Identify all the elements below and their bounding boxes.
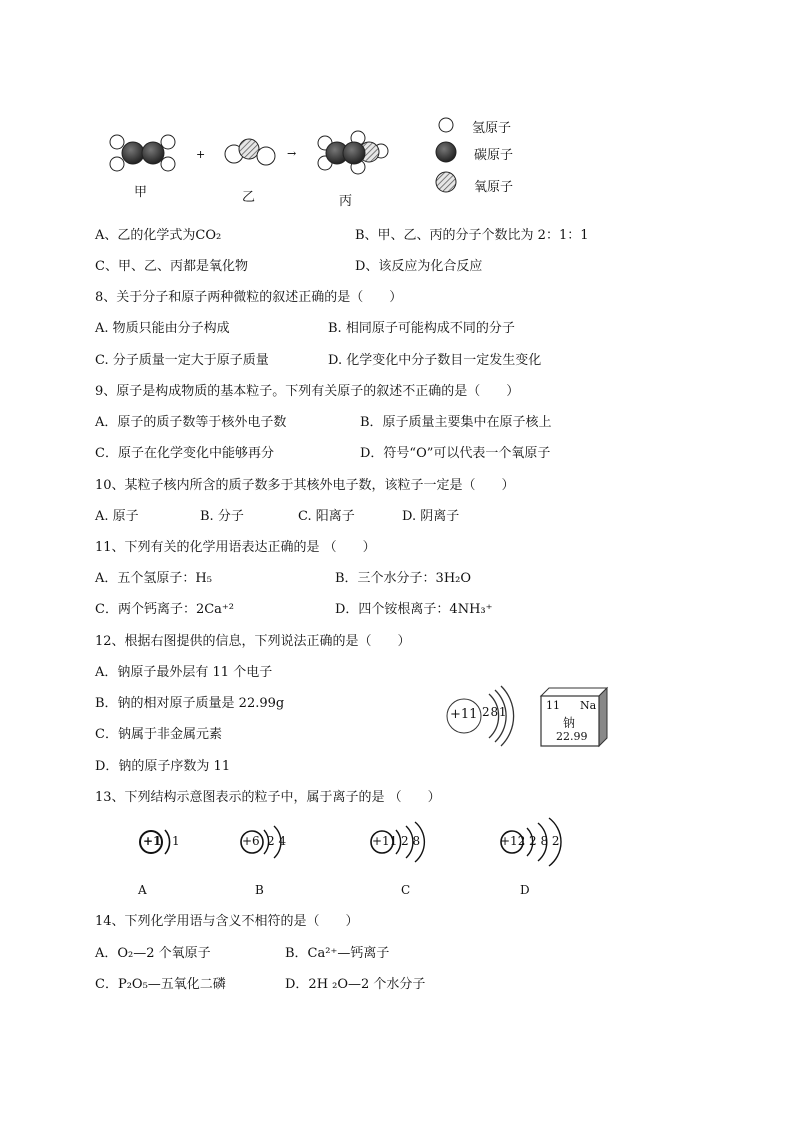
structure-d-label: D	[520, 883, 530, 897]
label-jia: 甲	[134, 185, 148, 200]
q10-option-a: A. 原子	[95, 509, 139, 524]
q11-option-a: A．五个氢原子：H₅	[95, 571, 212, 586]
q14-option-d: D．2H ₂O—2 个水分子	[285, 977, 426, 992]
q12-option-b: B．钠的相对原子质量是 22.99g	[95, 696, 285, 711]
sodium-mass: 22.99	[556, 730, 588, 743]
structure-b-nucleus: +6	[242, 834, 260, 848]
q9-stem: 9、原子是构成物质的基本粒子。下列有关原子的叙述不正确的是（ ）	[95, 384, 520, 399]
q9-option-d: D．符号“O”可以代表一个氧原子	[360, 446, 551, 461]
q14-option-c: C．P₂O₅—五氧化二磷	[95, 977, 226, 992]
legend-oxygen-label: 氧原子	[474, 180, 514, 195]
structure-b-label: B	[255, 883, 264, 897]
structure-c-label: C	[401, 883, 411, 897]
structure-c-shells: 2 8	[401, 834, 421, 848]
structure-d-shells: 2 8 2	[529, 834, 560, 848]
q11-stem: 11、下列有关的化学用语表达正确的是 （ ）	[95, 540, 376, 555]
legend-hydrogen-label: 氢原子	[472, 121, 512, 136]
structure-c-nucleus: +11	[372, 834, 398, 848]
arrow-sign: →	[287, 147, 297, 160]
q14-option-b: B．Ca²⁺—钙离子	[285, 946, 390, 961]
q12-option-a: A．钠原子最外层有 11 个电子	[95, 665, 273, 680]
structure-d-nucleus: +12	[500, 834, 526, 848]
q8-option-c: C. 分子质量一定大于原子质量	[95, 353, 269, 368]
q7-option-b: B、甲、乙、丙的分子个数比为 2：1：1	[355, 228, 589, 243]
sodium-shells: 2 8 1	[482, 705, 507, 719]
sodium-symbol: Na	[580, 699, 597, 712]
q9-option-c: C．原子在化学变化中能够再分	[95, 446, 274, 461]
q11-option-d: D．四个铵根离子：4NH₃⁺	[335, 602, 493, 617]
q9-option-b: B．原子质量主要集中在原子核上	[360, 415, 552, 430]
legend-carbon-label: 碳原子	[474, 148, 514, 163]
label-yi: 乙	[242, 190, 256, 205]
molecule-yi	[225, 139, 275, 165]
reaction-figure	[0, 0, 794, 220]
q11-option-c: C．两个钙离子：2Ca⁺²	[95, 602, 234, 617]
structure-a-nucleus: +1	[143, 834, 162, 848]
q8-stem: 8、关于分子和原子两种微粒的叙述正确的是（ ）	[95, 290, 403, 305]
q10-option-d: D. 阴离子	[402, 509, 460, 524]
hydrogen-atom-icon	[439, 118, 453, 132]
q8-option-a: A. 物质只能由分子构成	[95, 321, 230, 336]
q12-option-c: C．钠属于非金属元素	[95, 727, 222, 742]
q14-stem: 14、下列化学用语与含义不相符的是（ ）	[95, 914, 359, 929]
q12-option-d: D．钠的原子序数为 11	[95, 759, 231, 774]
q8-option-d: D. 化学变化中分子数目一定发生变化	[328, 353, 542, 368]
structure-a-label: A	[138, 883, 147, 897]
sodium-atomic-number: 11	[546, 699, 560, 712]
oxygen-atom-icon	[436, 172, 456, 192]
sodium-name: 钠	[563, 716, 576, 730]
q7-option-c: C、甲、乙、丙都是氧化物	[95, 259, 248, 274]
sodium-nucleus: +11	[450, 707, 478, 722]
structure-b-shells: 2 4	[267, 834, 287, 848]
q10-option-b: B. 分子	[200, 509, 244, 524]
q10-option-c: C. 阳离子	[298, 509, 355, 524]
q14-option-a: A．O₂—2 个氧原子	[95, 946, 211, 961]
q9-option-a: A．原子的质子数等于核外电子数	[95, 415, 287, 430]
q7-option-a: A、乙的化学式为CO₂	[95, 228, 222, 243]
q10-stem: 10、某粒子核内所含的质子数多于其核外电子数，该粒子一定是（ ）	[95, 478, 515, 493]
q12-stem: 12、根据右图提供的信息，下列说法正确的是（ ）	[95, 634, 411, 649]
molecule-jia	[110, 135, 175, 171]
plus-sign: +	[196, 148, 206, 161]
label-bing: 丙	[339, 194, 353, 209]
q13-stem: 13、下列结构示意图表示的粒子中，属于离子的是 （ ）	[95, 790, 441, 805]
structure-a-shells: 1	[172, 834, 180, 848]
carbon-atom-icon	[436, 142, 456, 162]
q11-option-b: B．三个水分子：3H₂O	[335, 571, 472, 586]
q7-option-d: D、该反应为化合反应	[355, 259, 483, 274]
q8-option-b: B. 相同原子可能构成不同的分子	[328, 321, 515, 336]
molecule-bing	[318, 131, 388, 174]
